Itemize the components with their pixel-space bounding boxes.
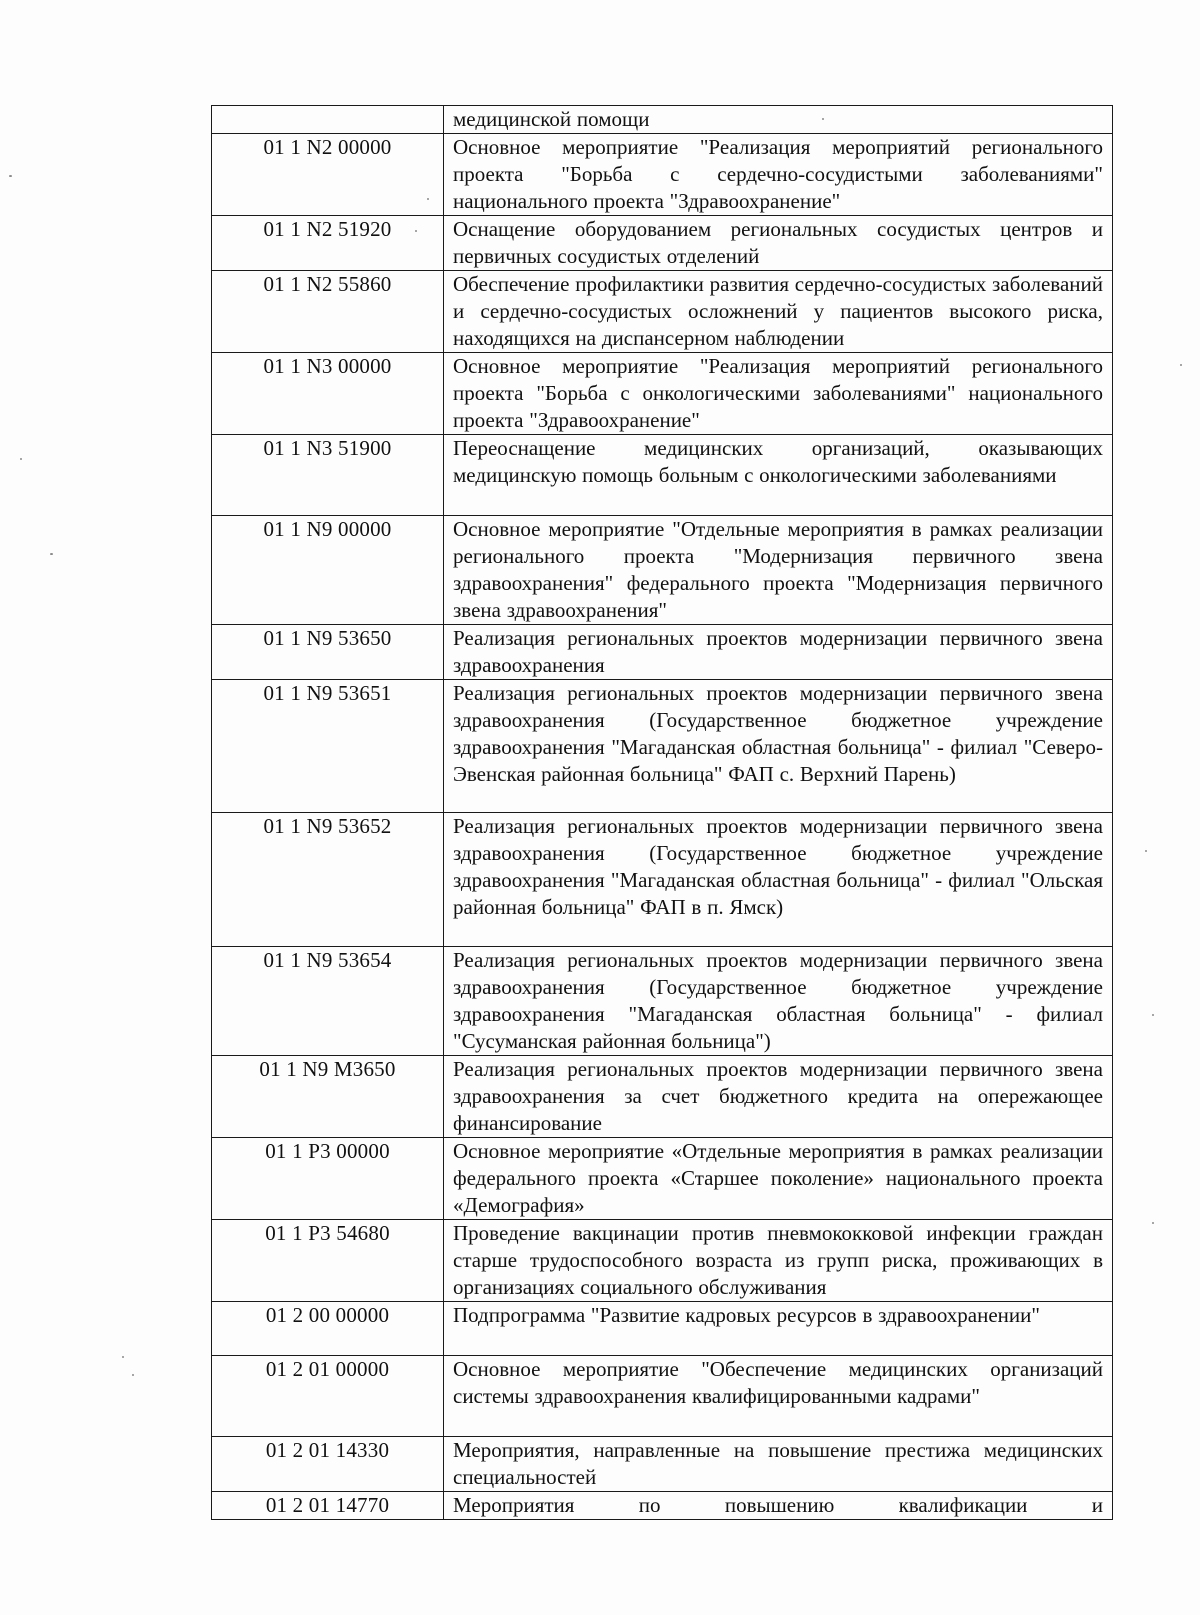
scan-speck xyxy=(427,198,429,200)
table-row xyxy=(212,1302,1113,1356)
code-cell: 01 2 01 14770 xyxy=(212,1492,444,1520)
table-row xyxy=(212,516,1113,625)
code-cell: 01 1 P3 00000 xyxy=(212,1138,444,1220)
table-row xyxy=(212,1437,1113,1492)
description-cell: Переоснащение медицинских организаций, оказывающих медицинскую помощь больным с онкологическими заболеваниями xyxy=(444,435,1113,516)
code-cell: 01 1 N2 55860 xyxy=(212,271,444,353)
description-cell: Реализация региональных проектов модернизации первичного звена здравоохранения (Государственное бюджетное учреждение здравоохранения "Магаданская областная больница" - филиал "Северо-Эвенская районная больница" ФАП с. Верхний Парень) xyxy=(444,680,1113,813)
code-cell: 01 2 00 00000 xyxy=(212,1302,444,1356)
budget-classification-table xyxy=(211,105,1113,1520)
table-row xyxy=(212,813,1113,947)
code-cell: 01 1 N9 M3650 xyxy=(212,1056,444,1138)
description-cell: Основное мероприятие "Реализация мероприятий регионального проекта "Борьба с онкологическими заболеваниями" национального проекта "Здравоохранение" xyxy=(444,353,1113,435)
table-row xyxy=(212,216,1113,271)
description-cell: Мероприятия по повышению квалификации и xyxy=(444,1492,1113,1520)
description-cell: Мероприятия, направленные на повышение престижа медицинских специальностей xyxy=(444,1437,1113,1492)
description-cell: Основное мероприятие "Отдельные мероприятия в рамках реализации регионального проекта "Модернизация первичного звена здравоохранения" федерального проекта "Модернизация первичного звена здравоохранения" xyxy=(444,516,1113,625)
code-cell: 01 2 01 14330 xyxy=(212,1437,444,1492)
code-cell: 01 1 N9 53651 xyxy=(212,680,444,813)
scan-speck xyxy=(1180,364,1182,366)
scan-speck xyxy=(415,230,417,232)
table-row xyxy=(212,106,1113,134)
code-cell: 01 1 N9 53654 xyxy=(212,947,444,1056)
scan-speck xyxy=(20,458,22,460)
description-cell: Основное мероприятие «Отдельные мероприятия в рамках реализации федерального проекта «Старшее поколение» национального проекта «Демография» xyxy=(444,1138,1113,1220)
description-cell: Подпрограмма "Развитие кадровых ресурсов в здравоохранении" xyxy=(444,1302,1113,1356)
scan-speck xyxy=(1152,1222,1154,1224)
code-cell: 01 1 P3 54680 xyxy=(212,1220,444,1302)
description-cell: Проведение вакцинации против пневмококковой инфекции граждан старше трудоспособного возраста из групп риска, проживающих в организациях социального обслуживания xyxy=(444,1220,1113,1302)
table-row xyxy=(212,1138,1113,1220)
description-cell: Реализация региональных проектов модернизации первичного звена здравоохранения за счет бюджетного кредита на опережающее финансирование xyxy=(444,1056,1113,1138)
description-cell: Оснащение оборудованием региональных сосудистых центров и первичных сосудистых отделений xyxy=(444,216,1113,271)
table-row xyxy=(212,134,1113,216)
table-row xyxy=(212,680,1113,813)
scan-speck xyxy=(50,553,53,555)
description-cell: Основное мероприятие "Обеспечение медицинских организаций системы здравоохранения квалифицированными кадрами" xyxy=(444,1356,1113,1437)
scan-speck xyxy=(132,1374,134,1376)
code-cell: 01 1 N9 53652 xyxy=(212,813,444,947)
scan-speck xyxy=(122,1356,124,1358)
code-cell: 01 1 N2 00000 xyxy=(212,134,444,216)
table-row xyxy=(212,1056,1113,1138)
code-cell: 01 1 N9 00000 xyxy=(212,516,444,625)
code-cell: 01 1 N2 51920 xyxy=(212,216,444,271)
code-cell: 01 1 N9 53650 xyxy=(212,625,444,680)
scan-speck xyxy=(822,118,824,120)
description-cell: медицинской помощи xyxy=(444,106,1113,134)
table-row xyxy=(212,625,1113,680)
description-cell: Реализация региональных проектов модернизации первичного звена здравоохранения (Государственное бюджетное учреждение здравоохранения "Магаданская областная больница" - филиал "Сусуманская районная больница") xyxy=(444,947,1113,1056)
code-cell xyxy=(212,106,444,134)
scan-speck xyxy=(1152,1014,1154,1016)
code-cell: 01 1 N3 51900 xyxy=(212,435,444,516)
table-row xyxy=(212,435,1113,516)
description-cell: Основное мероприятие "Реализация мероприятий регионального проекта "Борьба с сердечно-сосудистыми заболеваниями" национального проекта "Здравоохранение" xyxy=(444,134,1113,216)
description-cell: Реализация региональных проектов модернизации первичного звена здравоохранения xyxy=(444,625,1113,680)
table-row xyxy=(212,1220,1113,1302)
description-cell: Реализация региональных проектов модернизации первичного звена здравоохранения (Государственное бюджетное учреждение здравоохранения "Магаданская областная больница" - филиал "Ольская районная больница" ФАП в п. Ямск) xyxy=(444,813,1113,947)
scan-speck xyxy=(9,175,12,177)
scan-speck xyxy=(1145,850,1147,852)
table-row xyxy=(212,947,1113,1056)
table-row xyxy=(212,353,1113,435)
code-cell: 01 1 N3 00000 xyxy=(212,353,444,435)
table-row xyxy=(212,1356,1113,1437)
code-cell: 01 2 01 00000 xyxy=(212,1356,444,1437)
description-cell: Обеспечение профилактики развития сердечно-сосудистых заболеваний и сердечно-сосудистых осложнений у пациентов высокого риска, находящихся на диспансерном наблюдении xyxy=(444,271,1113,353)
table-row xyxy=(212,1492,1113,1520)
table-row xyxy=(212,271,1113,353)
